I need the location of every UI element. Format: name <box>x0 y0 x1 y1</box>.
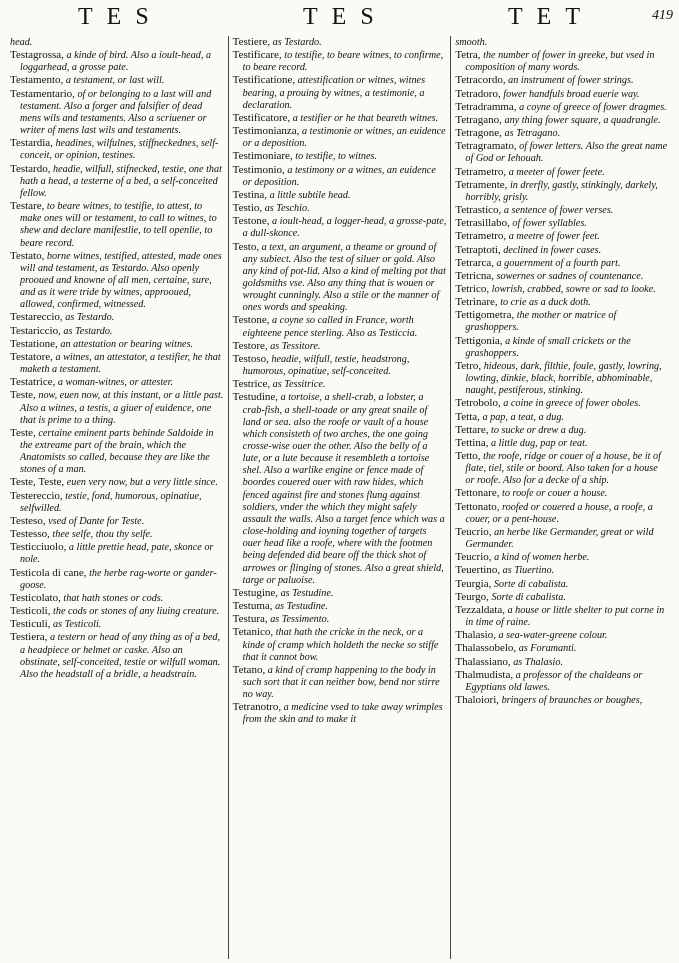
entry-headword: Testatore, <box>10 350 53 363</box>
dictionary-entry <box>233 241 447 315</box>
running-header <box>8 2 673 32</box>
entry-definition: now, euen now, at this instant, or a little past. Also a witnes, a testis, a giuer of euidence, one that is prime to a thing. <box>20 390 224 426</box>
entry-definition: an instrument of fower strings. <box>508 75 634 87</box>
entry-definition: as Testardo. <box>272 37 322 48</box>
entry-definition: a witnes, an attestator, a testifier, he that maketh a testament. <box>20 351 221 376</box>
entry-definition: a testimony or a witnes, an euidence or deposition. <box>242 164 436 188</box>
entry-headword: Tezzaldata, <box>455 603 505 616</box>
dictionary-entry <box>455 217 669 230</box>
entry-headword: Testina, <box>232 188 268 201</box>
dictionary-entry <box>455 257 669 270</box>
entry-definition: any thing fower square, a quadrangle. <box>504 114 661 126</box>
dictionary-entry <box>10 325 224 338</box>
entry-headword: Testio, <box>232 202 263 215</box>
entry-headword: Testudine, <box>232 391 279 404</box>
entry-definition: headie, wilfull, stifnecked, testie, one that hath a head, a testerne of a bed, a self-conceited fellow. <box>20 163 222 199</box>
entry-headword: Teurgia, <box>455 577 492 590</box>
entry-headword: Thalmudista, <box>455 668 514 681</box>
entry-definition: a testimonie or witnes, an euidence or a deposition. <box>242 126 446 150</box>
entry-headword: Tetra, <box>455 49 481 62</box>
entry-headword: Testore, <box>232 339 268 352</box>
entry-headword: Testimonio, <box>232 163 285 176</box>
entry-headword: Tetrastico, <box>455 204 502 217</box>
entry-definition: a kind of cramp happening to the body in such sort that it can neither bow, bend nor stirre no way. <box>242 664 440 701</box>
dictionary-entry <box>10 541 224 566</box>
dictionary-entry <box>455 564 669 577</box>
entry-headword: Tetraptoti, <box>455 243 501 256</box>
dictionary-entry <box>233 215 447 240</box>
entry-headword: Testereccio, <box>10 489 63 502</box>
dictionary-entry <box>455 204 669 217</box>
entry-definition: a meeter of fower feete. <box>508 166 605 178</box>
entry-definition: a kind of women herbe. <box>494 552 590 564</box>
entry-headword: Testatione, <box>10 337 58 350</box>
entry-headword: Tetradramma, <box>455 100 517 113</box>
entry-headword: Testificatore, <box>232 111 291 124</box>
dictionary-entry <box>233 202 447 215</box>
entry-definition: in drerfly, gastly, stinkingly, darkely, horribly, grisly. <box>465 179 658 203</box>
entry-definition: as Tessimento. <box>270 614 330 626</box>
entry-definition: of fower letters. Also the great name of God or Iehouah. <box>465 141 668 165</box>
dictionary-entry <box>233 112 447 125</box>
entry-definition: a text, an argument, a theame or ground of any subiect. Also the test of siluer or gold. Also any kind of pot-lid. Also a kind of melting pot that goldsmiths vse. Also any thing that is wouen or wrought cunningly. Also a stile or the manner of ones words and speaking. <box>242 241 446 314</box>
dictionary-entry <box>10 137 224 162</box>
dictionary-entry <box>233 340 447 353</box>
entry-headword: Tetragone, <box>455 127 502 140</box>
entry-headword: Testicoli, <box>10 605 51 618</box>
dictionary-entry <box>10 490 224 515</box>
dictionary-entry <box>455 411 669 424</box>
entry-headword: Thalassiano, <box>455 655 511 668</box>
entry-definition: testie, fond, humorous, opinatiue, selfwilled. <box>20 490 202 514</box>
entry-headword: Testareccio, <box>10 311 63 324</box>
dictionary-entry <box>233 164 447 189</box>
entry-headword: Tetramente, <box>455 178 508 191</box>
entry-headword: Testone, <box>232 314 270 327</box>
dictionary-entry <box>10 389 224 426</box>
dictionary-entry <box>455 244 669 257</box>
dictionary-entry <box>455 669 669 694</box>
dictionary-entry <box>10 592 224 605</box>
dictionary-entry <box>233 125 447 150</box>
entry-definition: a testament, or last will. <box>65 75 165 87</box>
entry-headword: Teuertino, <box>455 564 501 577</box>
dictionary-entry <box>455 551 669 564</box>
entry-headword: Testura, <box>232 613 268 626</box>
entry-definition: fower handfuls broad euerie way. <box>503 88 640 100</box>
dictionary-entry <box>10 311 224 324</box>
entry-headword: Teste, <box>10 426 36 439</box>
entry-definition: a testern or head of any thing as of a bed, a headpiece or helmet or caske. Also an obstinate, self-conceited, testie or wilfull woman. Also the headstall of a bridle, a headstrain. <box>20 632 221 680</box>
dictionary-entry <box>233 701 447 726</box>
entry-headword: Teucrio, <box>455 551 492 564</box>
entry-definition: an herbe like Germander, great or wild Germander. <box>465 526 654 551</box>
dictionary-entry <box>10 49 224 74</box>
entry-definition: borne witnes, testified, attested, made ones will and testament, as Testardo. Also openly prooued and knowne of all men, certaine, sure, and as it were tride by witnes, approoued, allowed, confirmed, witnessed. <box>20 250 222 311</box>
entry-headword: Tettare, <box>455 423 489 436</box>
dictionary-entry <box>455 36 669 49</box>
dictionary-entry <box>455 437 669 450</box>
entry-headword: Testugine, <box>232 586 279 599</box>
dictionary-entry <box>10 528 224 541</box>
entry-columns <box>6 36 673 959</box>
page-number: 419 <box>652 8 673 23</box>
entry-definition: the mother or matrice of grashoppers. <box>465 310 617 334</box>
entry-headword: Testone, <box>232 215 270 228</box>
entry-headword: Testicolato, <box>10 591 61 604</box>
dictionary-entry <box>455 578 669 591</box>
dictionary-entry <box>455 140 669 165</box>
dictionary-entry <box>455 283 669 296</box>
dictionary-entry <box>233 664 447 701</box>
entry-headword: Testardo, <box>10 162 51 175</box>
entry-headword: Teste, Teste, <box>10 476 65 489</box>
dictionary-entry <box>455 309 669 334</box>
dictionary-entry <box>233 626 447 663</box>
dictionary-entry <box>455 501 669 526</box>
entry-definition: of or belonging to a last will and testament. Also a forger and falsifier of dead mens wils and testaments. Also a scriuener or writer of mens last wils and testaments. <box>20 88 212 137</box>
dictionary-entry <box>455 642 669 655</box>
entry-headword: Testo, <box>232 240 260 253</box>
entry-definition: that hath stones or cods. <box>63 592 164 604</box>
dictionary-entry <box>455 526 669 551</box>
entry-definition: an attestation or bearing witnes. <box>60 338 194 350</box>
entry-definition: as Thalasio. <box>513 656 564 668</box>
dictionary-entry <box>455 114 669 127</box>
dictionary-entry <box>233 600 447 613</box>
entry-headword: Testatrice, <box>10 376 56 389</box>
dictionary-entry <box>10 618 224 631</box>
dictionary-entry <box>10 631 224 681</box>
entry-definition: as Testardo. <box>63 325 113 337</box>
dictionary-entry <box>455 335 669 360</box>
entry-definition: as Testudine. <box>275 601 328 613</box>
dictionary-entry <box>455 49 669 74</box>
entry-headword: Testardia, <box>10 137 53 150</box>
dictionary-entry <box>233 314 447 339</box>
column-right <box>450 36 673 959</box>
entry-definition: to beare witnes, to testifie, to attest, to make ones will or testament, to call to witnes, to shew and declare manifestlie, to tell openlie, to beare record. <box>20 201 217 249</box>
entry-headword: Testificatione, <box>232 74 296 87</box>
entry-definition: the roofe, ridge or couer of a house, be it of flate, tiel, stile or boord. Also taken for a house or roofe. Also for a decke of a ship. <box>465 451 661 487</box>
entry-definition: declined in fower cases. <box>503 244 602 256</box>
entry-headword: Testamento, <box>10 74 64 87</box>
entry-definition: to testifie, to beare witnes, to confirme, to beare record. <box>242 50 444 74</box>
entry-definition: Sorte di cabalista. <box>491 591 566 603</box>
entry-definition: as Testicoli. <box>53 619 102 631</box>
dictionary-entry <box>10 163 224 200</box>
dictionary-entry <box>10 36 224 49</box>
entry-definition: a testifier or he that beareth witnes. <box>292 112 439 124</box>
dictionary-entry <box>233 36 447 49</box>
dictionary-entry <box>455 360 669 397</box>
entry-headword: Testimoniare, <box>232 150 293 163</box>
entry-headword: Tetracordo, <box>455 74 506 87</box>
entry-definition: headie, wilfull, testie, headstrong, humorous, opinatiue, self-conceited. <box>242 353 410 378</box>
entry-definition: to sucke or drew a dug. <box>491 424 587 436</box>
entry-headword: Tettigometra, <box>455 309 515 322</box>
entry-definition: a little subtile head. <box>269 189 351 201</box>
entry-definition: as Foramanti. <box>518 643 577 655</box>
entry-definition: headines, wilfulnes, stiffneckednes, self-conceit, or opinion, testines. <box>20 138 219 162</box>
dictionary-entry <box>455 424 669 437</box>
entry-definition: a house or little shelter to put corne in in time of raine. <box>465 604 665 629</box>
entry-headword: Testuma, <box>232 600 273 613</box>
entry-definition: a pap, a teat, a dug. <box>482 411 564 423</box>
entry-headword: Tetrametro, <box>455 165 507 178</box>
entry-headword: Testagrossa, <box>10 49 64 62</box>
entry-headword: Testamentario, <box>10 87 75 100</box>
entry-definition: a tortoise, a shell-crab, a lobster, a crab-fish, a shell-toade or any great snaile of land or sea. also the roofe or vault of a house which consisteth of two arches, the one going crosse-wise ouer the other. Also the belly of a lute, or a lute because it resembleth a tortoise shel. Also a warlike engine or fence made of boordes couered ouer with raw hides, which fenced against fire and stones flung against soldiers, vnder the which they might safely assault the walls. Also a target fence which was a close-holding and ioyning together of targets ouer head like a roofe, where with the footmen being defended did beare off the thick shot of arrowes or flinging of stones. Also a great shield, targe or paluoise. <box>242 392 445 586</box>
entry-headword: Tetto, <box>455 450 481 462</box>
column-middle <box>228 36 451 959</box>
dictionary-entry <box>233 189 447 202</box>
entry-definition: a coine in greece of fower oboles. <box>503 398 641 410</box>
dictionary-entry <box>10 376 224 389</box>
dictionary-entry <box>455 591 669 604</box>
entry-definition: a ioult-head, a logger-head, a grosse-pate, a dull-skonce. <box>242 216 447 240</box>
dictionary-entry <box>455 450 669 487</box>
entry-definition: head. <box>10 37 33 48</box>
entry-headword: Teste, <box>10 389 36 402</box>
dictionary-entry <box>455 179 669 204</box>
entry-definition: a professor of the chaldeans or Egyptians old lawes. <box>465 669 643 693</box>
dictionary-entry <box>10 250 224 312</box>
entry-definition: a kinde of bird. Also a ioult-head, a loggarhead, a grosse pate. <box>20 50 212 74</box>
entry-headword: Tettonare, <box>455 487 500 500</box>
entry-definition: a sentence of fower verses. <box>503 205 614 217</box>
entry-headword: Testoso, <box>232 352 269 365</box>
entry-headword: Testrice, <box>232 378 271 391</box>
entry-definition: hideous, dark, filthie, foule, gastly, lowring, lowting, dinkie, black, horrible, abhominable, naught, pestiferous, stinking. <box>465 360 662 397</box>
dictionary-entry <box>455 166 669 179</box>
entry-definition: a little dug, pap or teat. <box>491 437 588 449</box>
entry-headword: Tetano, <box>232 663 266 676</box>
entry-definition: a kinde of small crickets or the grashoppers. <box>465 335 631 359</box>
entry-definition: as Tessitrice. <box>272 379 326 391</box>
entry-definition: a coyne of greece of fower dragmes. <box>519 101 667 113</box>
dictionary-entry <box>455 270 669 283</box>
entry-definition: as Testardo. <box>65 312 115 324</box>
entry-headword: Thaloiori, <box>455 693 500 706</box>
dictionary-entry <box>10 88 224 138</box>
dictionary-entry <box>233 353 447 378</box>
entry-headword: Tetragano, <box>455 113 502 126</box>
entry-headword: Tetricna, <box>455 269 494 282</box>
entry-headword: Tetta, <box>455 410 480 423</box>
entry-definition: attestification or witnes, witnes bearing, a prouing by witnes, a testimonie, a declaration. <box>242 75 426 111</box>
dictionary-entry <box>10 567 224 592</box>
entry-headword: Testiculi, <box>10 618 51 631</box>
entry-definition: roofed or couered a house, a roofe, a couer, or a pent-house. <box>465 501 653 525</box>
entry-definition: a meetre of fower feet. <box>508 231 600 243</box>
entry-headword: Teucrio, <box>455 525 492 538</box>
entry-headword: Tetrarca, <box>455 256 494 269</box>
entry-headword: Teurgo, <box>455 590 489 603</box>
entry-definition: to roofe or couer a house. <box>502 488 608 500</box>
entry-definition: that hath the cricke in the neck, or a kinde of cramp which holdeth the necke so stiffe that it cannot bow. <box>242 627 439 663</box>
entry-definition: bringers of braunches or boughes, <box>501 694 643 706</box>
dictionary-entry <box>233 378 447 391</box>
dictionary-entry <box>233 74 447 111</box>
entry-headword: Testariccio, <box>10 324 61 337</box>
column-left <box>6 36 228 959</box>
entry-definition: the herbe rag-worte or gander-goose. <box>20 567 217 591</box>
entry-headword: Tetrinare, <box>455 296 498 309</box>
dictionary-entry <box>455 487 669 500</box>
entry-definition: the number of fower in greeke, but vsed in composition of many words. <box>465 50 655 74</box>
dictionary-entry <box>455 694 669 707</box>
dictionary-entry <box>455 656 669 669</box>
entry-definition: thee selfe, thou thy selfe. <box>52 529 153 541</box>
entry-definition: a little prettie head, pate, skonce or nole. <box>20 542 214 566</box>
dictionary-entry <box>455 296 669 309</box>
dictionary-entry <box>455 88 669 101</box>
entry-headword: Testiere, <box>232 36 271 48</box>
entry-headword: Testicola di cane, <box>10 566 87 579</box>
entry-headword: Testimonianza, <box>232 125 300 138</box>
entry-headword: Tetanico, <box>232 626 274 639</box>
entry-definition: a woman-witnes, or attester. <box>57 377 174 389</box>
dictionary-entry <box>455 604 669 629</box>
dictionary-entry <box>10 515 224 528</box>
entry-headword: Tetrico, <box>455 282 490 295</box>
dictionary-entry <box>233 49 447 74</box>
entry-definition: euen very now, but a very little since. <box>66 477 218 489</box>
entry-headword: Tetro, <box>455 359 482 372</box>
entry-definition: of fower syllables. <box>512 218 587 230</box>
entry-definition: to testifie, to witnes. <box>295 151 378 163</box>
dictionary-entry <box>455 629 669 642</box>
entry-headword: Testare, <box>10 200 45 213</box>
entry-headword: Tetrametro, <box>455 230 507 243</box>
entry-headword: Tettina, <box>455 436 489 449</box>
dictionary-entry <box>10 476 224 489</box>
header-left-guideword: TES <box>78 4 163 30</box>
dictionary-entry <box>233 150 447 163</box>
dictionary-entry <box>10 74 224 87</box>
entry-headword: Testificare, <box>232 49 282 62</box>
dictionary-entry <box>10 351 224 376</box>
entry-headword: Testeso, <box>10 514 46 527</box>
entry-definition: sowernes or sadnes of countenance. <box>496 270 644 282</box>
entry-definition: as Tessitore. <box>270 340 321 352</box>
entry-headword: Testicciuolo, <box>10 541 67 554</box>
entry-definition: a sea-water-greene colour. <box>498 630 608 642</box>
entry-definition: lowrish, crabbed, sowre or sad to looke. <box>491 283 656 295</box>
entry-definition: as Testudine. <box>280 587 334 599</box>
dictionary-entry <box>233 587 447 600</box>
dictionary-entry <box>455 127 669 140</box>
entry-headword: Testato, <box>10 249 45 262</box>
entry-definition: a gouernment of a fourth part. <box>496 257 621 269</box>
dictionary-entry <box>10 338 224 351</box>
header-middle-guideword: TES <box>303 4 388 30</box>
entry-definition: to crie as a duck doth. <box>500 297 591 309</box>
entry-definition: as Tiuertino. <box>502 565 555 577</box>
entry-headword: Thalasio, <box>455 629 496 642</box>
header-right-guideword: TET <box>508 4 594 30</box>
entry-definition: as Teschio. <box>264 203 310 215</box>
dictionary-entry <box>455 230 669 243</box>
dictionary-entry <box>10 427 224 477</box>
entry-headword: Thalassobelo, <box>455 642 517 655</box>
entry-definition: a medicine vsed to take away wrimples from the skin and to make it <box>242 702 443 726</box>
entry-headword: Tetranotro, <box>232 701 282 714</box>
entry-definition: certaine eminent parts behinde Saldoide in the extreame part of the brain, which the Anatomists so called, because they are like the stones of a man. <box>20 427 214 476</box>
dictionary-entry <box>10 200 224 250</box>
entry-headword: Testiera, <box>10 631 48 644</box>
entry-definition: Sorte di cabalista. <box>493 578 569 590</box>
entry-headword: Tetragramato, <box>455 140 517 153</box>
dictionary-entry <box>233 391 447 587</box>
entry-headword: Tetrobolo, <box>455 397 501 410</box>
dictionary-entry <box>455 74 669 87</box>
entry-headword: Testesso, <box>10 528 50 541</box>
entry-definition: vsed of Dante for Teste. <box>48 515 145 527</box>
dictionary-entry <box>455 397 669 410</box>
dictionary-entry <box>455 101 669 114</box>
dictionary-entry <box>233 613 447 626</box>
entry-headword: Tetrasillabo, <box>455 217 510 230</box>
entry-definition: as Tetragano. <box>504 128 561 140</box>
entry-definition: smooth. <box>455 37 488 48</box>
entry-definition: a coyne so called in France, worth eighteene pence sterling. Also as Testiccia. <box>242 315 418 339</box>
entry-definition: the cods or stones of any liuing creature. <box>53 606 220 618</box>
dictionary-entry <box>10 605 224 618</box>
entry-headword: Tetradoro, <box>455 87 501 100</box>
entry-headword: Tettigonia, <box>455 334 503 347</box>
entry-headword: Tettonato, <box>455 500 500 513</box>
